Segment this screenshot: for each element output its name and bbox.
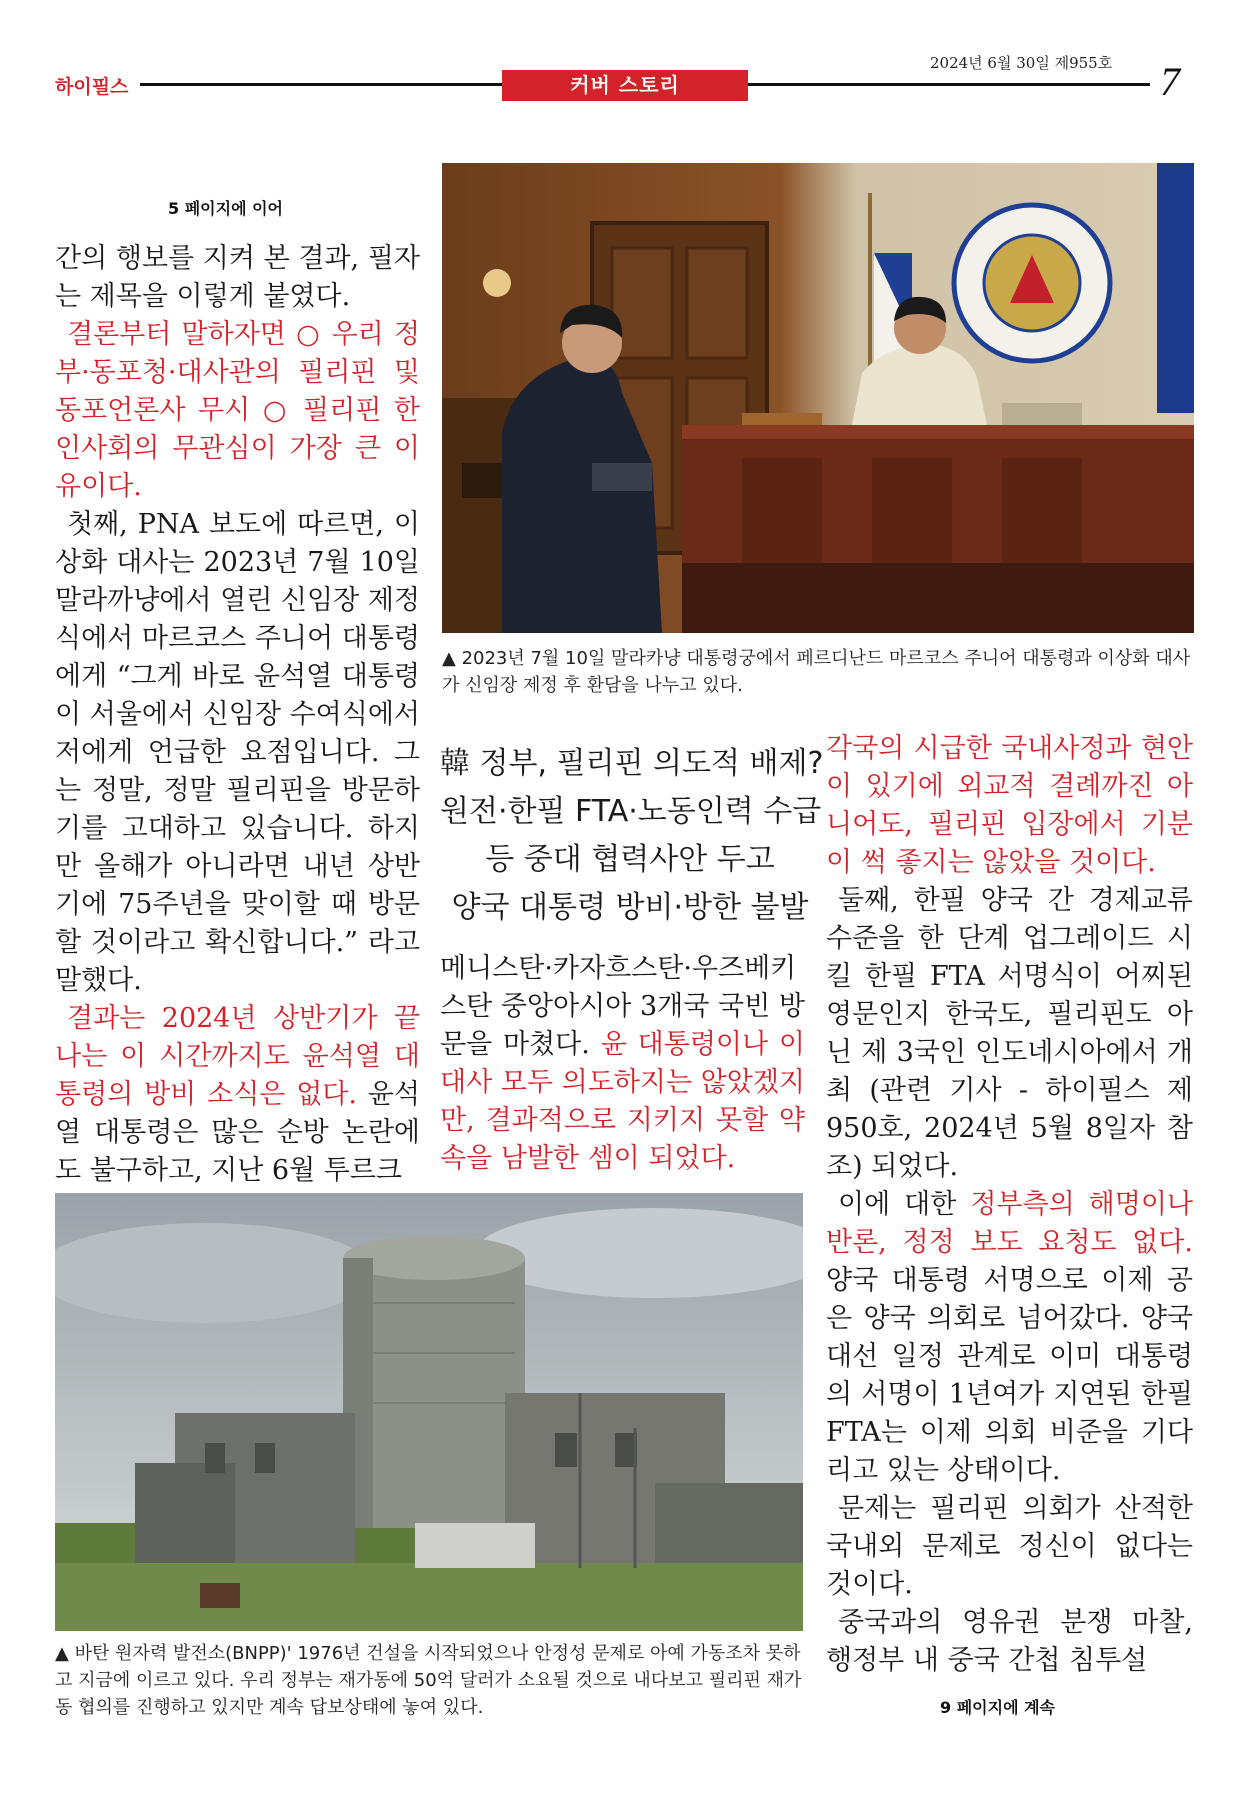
headline-line: 韓 정부, 필리핀 의도적 배제? — [440, 746, 824, 781]
photo-bataan-nuclear-plant — [55, 1193, 803, 1631]
brand-logo: 하이필스 — [55, 76, 129, 98]
article-column-2 — [440, 950, 805, 1178]
paragraph — [826, 1186, 1193, 1490]
body-text: 이에 대한 — [838, 1189, 971, 1220]
photo-caption-top: ▲ 2023년 7월 10일 말라카냥 대통령궁에서 페르디난드 마르코스 주니어 대통령과 이상화 대사가 신임장 제정 후 환담을 나누고 있다. — [442, 648, 1191, 696]
page-number: 7 — [1160, 59, 1180, 104]
meeting-illustration — [442, 163, 1194, 633]
section-label: 커버 스토리 — [502, 70, 748, 101]
continued-to: 9 페이지에 계속 — [940, 1698, 1056, 1717]
article-headline — [440, 740, 824, 932]
paragraph — [55, 1000, 420, 1190]
body-text: 메니스탄·카자흐스탄·우즈베키스탄 중앙아시아 3개국 국빈 방문을 마쳤다. — [440, 953, 805, 1060]
article-column-1 — [55, 240, 420, 1190]
highlight-text: 윤 대통령이나 이 대사 모두 의도하지는 않았겠지만, 결과적으로 지키지 못할 약속을 남발한 셈이 되었다. — [440, 1029, 806, 1174]
nuclear-plant-illustration — [55, 1193, 803, 1631]
paragraph-highlight: 결론부터 말하자면 ○ 우리 정부·동포청·대사관의 필리핀 및 동포언론사 무시 ○ 필리핀 한인사회의 무관심이 가장 큰 이유이다. — [55, 319, 420, 502]
paragraph — [440, 950, 805, 1178]
issue-date: 2024년 6월 30일 제955호 — [930, 54, 1113, 72]
photo-ambassador-meeting — [442, 163, 1194, 633]
photo-caption-bottom: ▲ 바탄 원자력 발전소(BNPP)' 1976년 건설을 시작되었으나 안정성 문제로 아예 가동조차 못하고 지금에 이르고 있다. 우리 정부는 재가동에 50억 달러가 소요될 것으로 내다보고 필리핀 재가동 협의를 진행하고 있지만 계속 답보상태에 놓여 있다. — [55, 1643, 802, 1718]
paragraph: 첫째, PNA 보도에 따르면, 이상화 대사는 2023년 7월 10일 말라까냥에서 열린 신임장 제정식에서 마르코스 주니어 대통령에게 “그게 바로 윤석열 대통령이 서울에서 신임장 수여식에서 저에게 언급한 요점입니다. 그는 정말, 정말 필리핀을 방문하기를 고대하고 있습니다. 하지만 올해가 아니라면 내년 상반기에 75주년을 맞이할 때 방문할 것이라고 확신합니다.” 라고 말했다. — [55, 509, 420, 996]
headline-line: 양국 대통령 방비·방한 불발 — [451, 890, 809, 925]
headline-line: 등 중대 협력사안 두고 — [485, 842, 775, 877]
continued-from: 5 페이지에 이어 — [168, 199, 284, 218]
paragraph: 둘째, 한필 양국 간 경제교류 수준을 한 단계 업그레이드 시킬 한필 FTA 서명식이 어찌된 영문인지 한국도, 필리핀도 아닌 제 3국인 인도네시아에서 개최 (관련 기사 - 하이필스 제950호, 2024년 5월 8일자 참조) 되었다. — [826, 885, 1193, 1182]
article-column-3 — [826, 730, 1193, 1680]
paragraph: 간의 행보를 지켜 본 결과, 필자는 제목을 이렇게 붙였다. — [55, 243, 420, 312]
body-text: 양국 대통령 서명으로 이제 공은 양국 의회로 넘어갔다. 양국 대선 일정 관계로 이미 대통령의 서명이 1년여가 지연된 한필 FTA는 이제 의회 비준을 기다리고 있는 상태이다. — [826, 1265, 1193, 1486]
paragraph: 문제는 필리핀 의회가 산적한 국내외 문제로 정신이 없다는 것이다. — [826, 1493, 1193, 1600]
highlight-text: 결과는 2024년 상반기가 끝나는 이 시간까지도 윤석열 대통령의 방비 소식은 없다. — [55, 1003, 420, 1110]
paragraph-highlight: 각국의 시급한 국내사정과 현안이 있기에 외교적 결례까진 아니어도, 필리핀 입장에서 기분이 썩 좋지는 않았을 것이다. — [826, 733, 1193, 878]
headline-line: 원전·한필 FTA·노동인력 수급 — [440, 794, 822, 829]
highlight-text: 정부측의 해명이나 반론, 정정 보도 요청도 없다. — [826, 1189, 1193, 1258]
paragraph: 중국과의 영유권 분쟁 마찰, 행정부 내 중국 간첩 침투설 — [826, 1607, 1193, 1676]
body-text: 윤석열 대통령은 많은 순방 논란에도 불구하고, 지난 6월 투르크 — [55, 1079, 421, 1186]
